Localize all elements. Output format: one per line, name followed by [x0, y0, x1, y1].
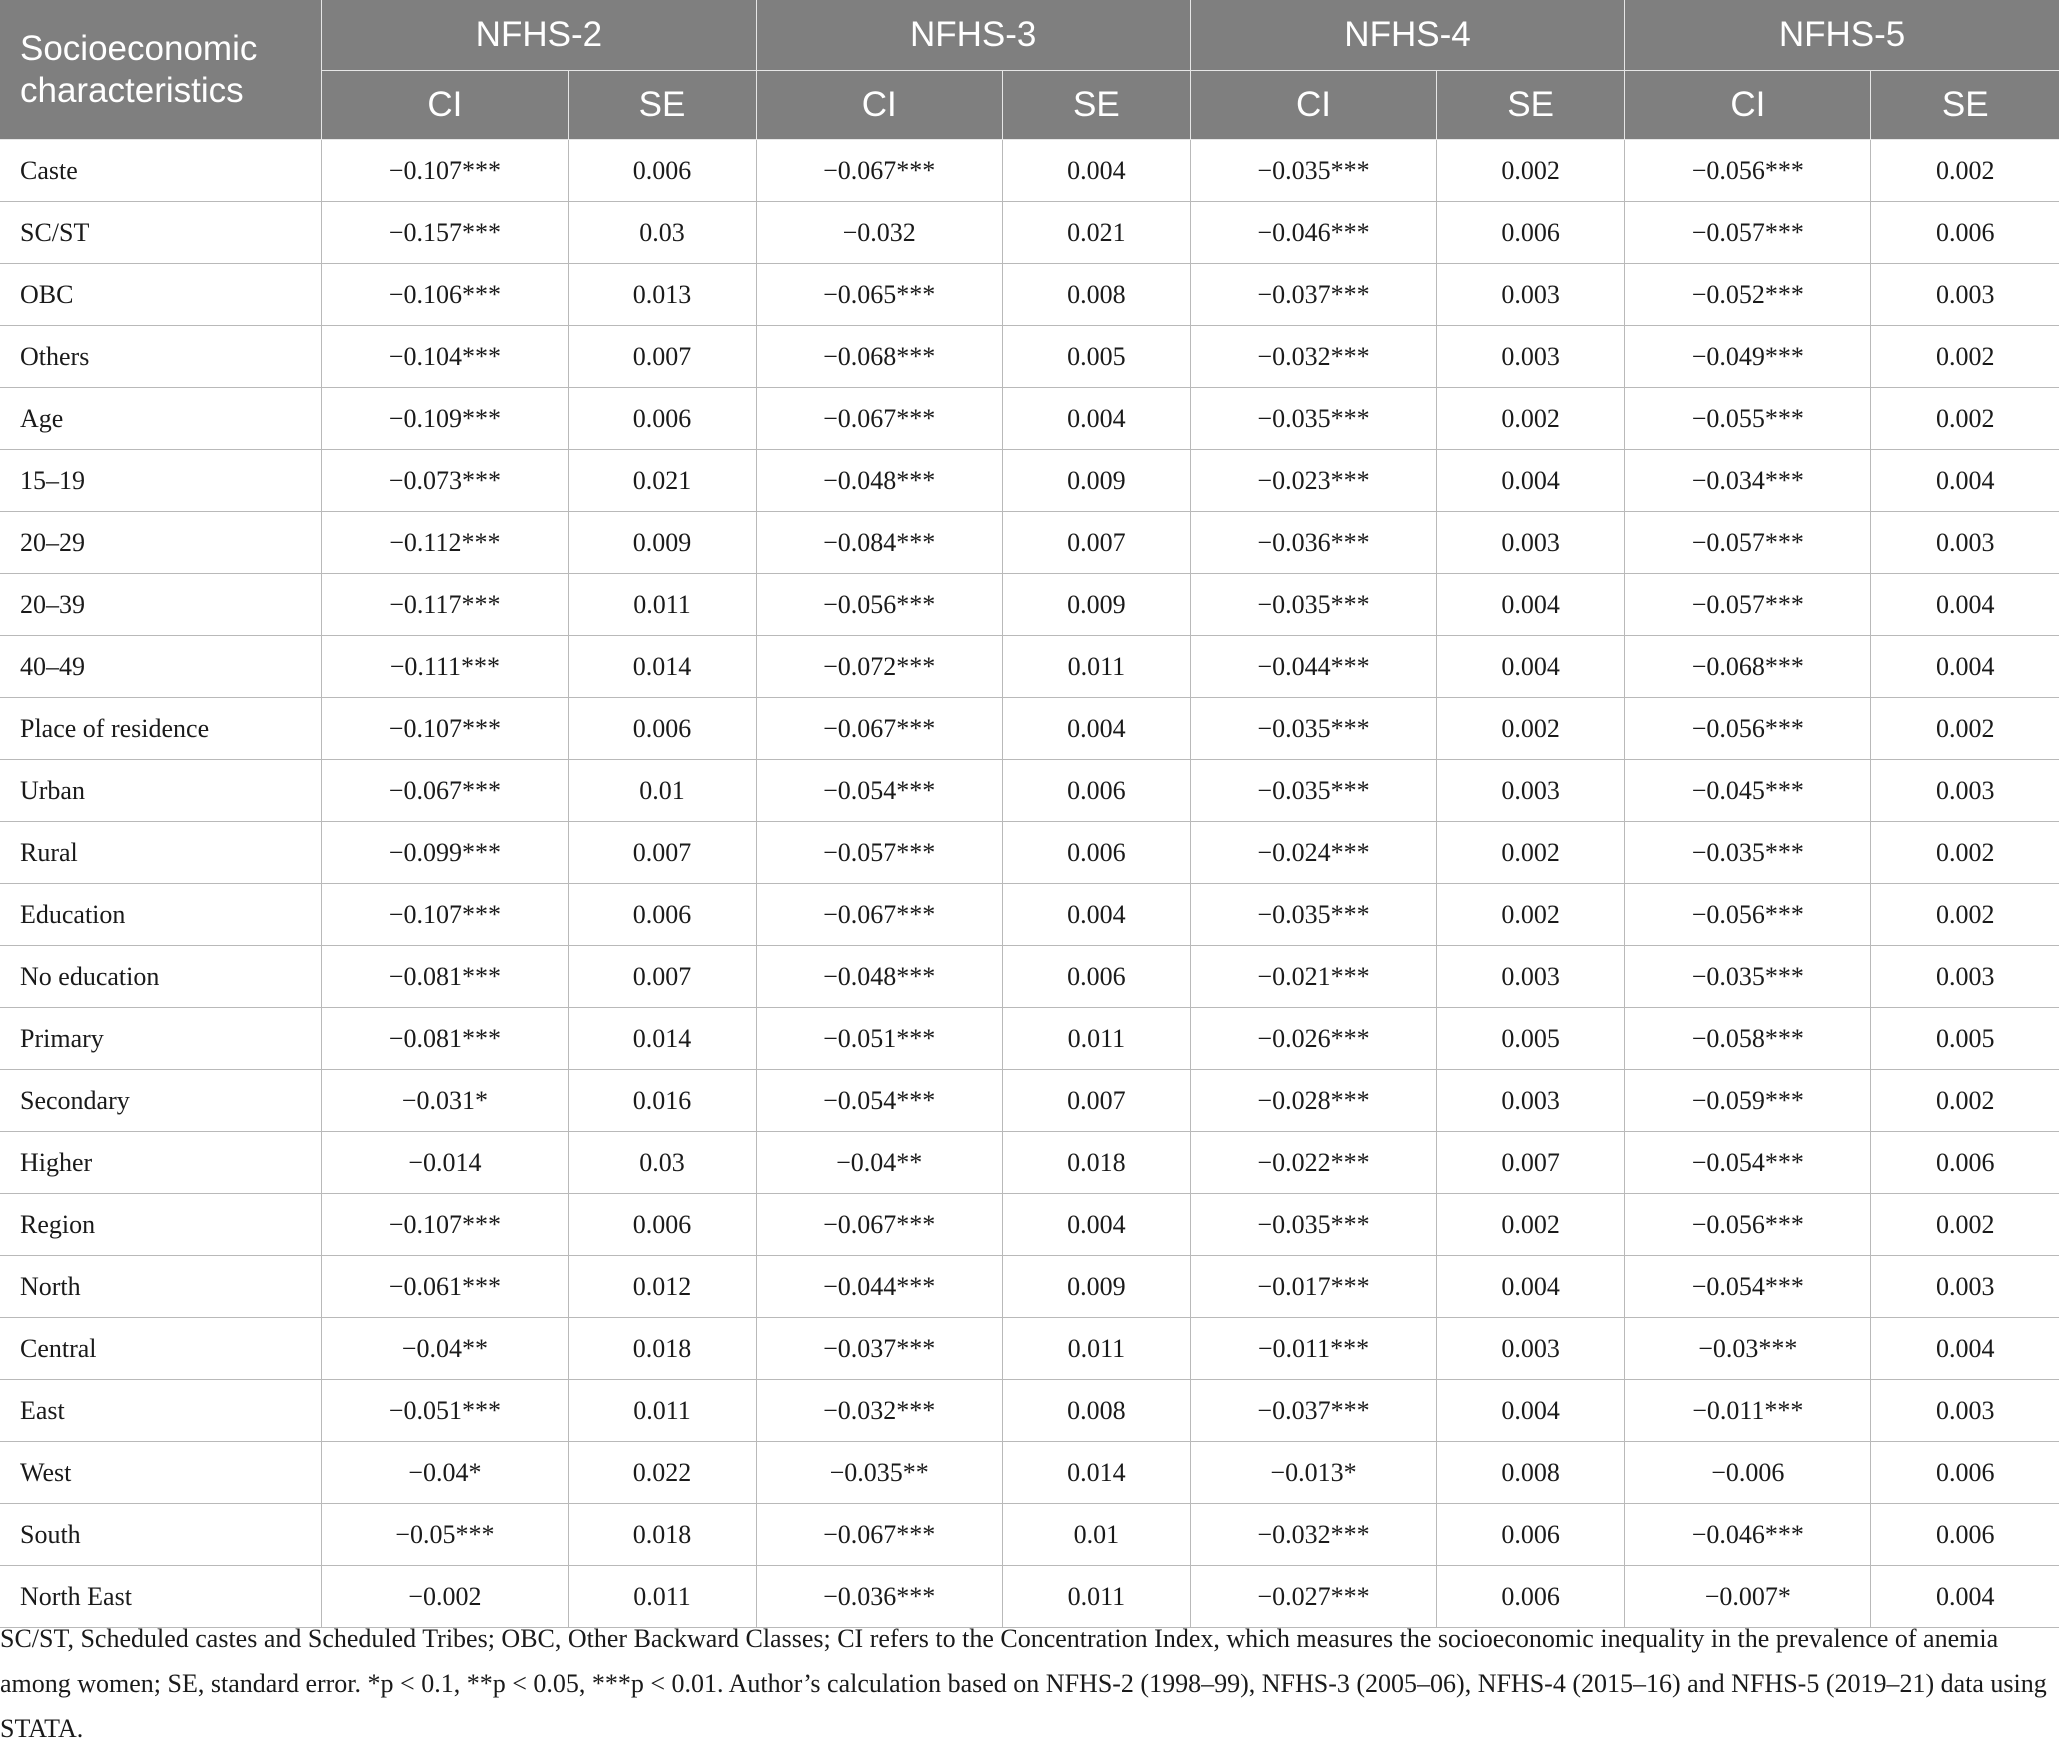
row-label: No education [0, 946, 322, 1008]
row-label: Caste [0, 140, 322, 202]
ci-cell: −0.054*** [756, 1070, 1002, 1132]
se-cell: 0.004 [1871, 1566, 2059, 1628]
se-cell: 0.003 [1437, 512, 1625, 574]
header-ci: CI [1190, 71, 1436, 140]
table-row [0, 822, 2059, 884]
row-label: Region [0, 1194, 322, 1256]
se-cell: 0.006 [568, 388, 756, 450]
ci-cell: −0.054*** [756, 760, 1002, 822]
ci-cell: −0.054*** [1625, 1256, 1871, 1318]
se-cell: 0.004 [1002, 1194, 1190, 1256]
ci-cell: −0.036*** [756, 1566, 1002, 1628]
header-se: SE [1871, 71, 2059, 140]
ci-cell: −0.065*** [756, 264, 1002, 326]
se-cell: 0.006 [1002, 946, 1190, 1008]
header-se: SE [568, 71, 756, 140]
se-cell: 0.004 [1437, 574, 1625, 636]
ci-cell: −0.067*** [756, 1504, 1002, 1566]
ci-cell: −0.056*** [756, 574, 1002, 636]
row-label: Urban [0, 760, 322, 822]
ci-cell: −0.031* [322, 1070, 568, 1132]
se-cell: 0.004 [1871, 1318, 2059, 1380]
ci-cell: −0.011*** [1625, 1380, 1871, 1442]
se-cell: 0.004 [1871, 636, 2059, 698]
se-cell: 0.006 [568, 698, 756, 760]
ci-cell: −0.024*** [1190, 822, 1436, 884]
row-label: SC/ST [0, 202, 322, 264]
header-survey: NFHS-4 [1190, 0, 1624, 71]
ci-cell: −0.057*** [756, 822, 1002, 884]
ci-cell: −0.007* [1625, 1566, 1871, 1628]
ci-cell: −0.035*** [1190, 884, 1436, 946]
ci-cell: −0.034*** [1625, 450, 1871, 512]
table-row [0, 1318, 2059, 1380]
header-ci: CI [756, 71, 1002, 140]
ci-cell: −0.035*** [1190, 760, 1436, 822]
se-cell: 0.004 [1002, 698, 1190, 760]
se-cell: 0.012 [568, 1256, 756, 1318]
ci-cell: −0.084*** [756, 512, 1002, 574]
ci-cell: −0.061*** [322, 1256, 568, 1318]
se-cell: 0.01 [568, 760, 756, 822]
ci-cell: −0.04* [322, 1442, 568, 1504]
row-label: South [0, 1504, 322, 1566]
se-cell: 0.021 [568, 450, 756, 512]
ci-cell: −0.055*** [1625, 388, 1871, 450]
ci-cell: −0.157*** [322, 202, 568, 264]
table-row [0, 1070, 2059, 1132]
ci-cell: −0.045*** [1625, 760, 1871, 822]
row-label: Age [0, 388, 322, 450]
se-cell: 0.003 [1871, 512, 2059, 574]
se-cell: 0.018 [568, 1318, 756, 1380]
se-cell: 0.003 [1437, 326, 1625, 388]
se-cell: 0.009 [1002, 574, 1190, 636]
ci-cell: −0.044*** [756, 1256, 1002, 1318]
ci-cell: −0.021*** [1190, 946, 1436, 1008]
se-cell: 0.022 [568, 1442, 756, 1504]
ci-cell: −0.028*** [1190, 1070, 1436, 1132]
ci-cell: −0.05*** [322, 1504, 568, 1566]
se-cell: 0.002 [1871, 388, 2059, 450]
se-cell: 0.008 [1437, 1442, 1625, 1504]
se-cell: 0.006 [1871, 202, 2059, 264]
header-ci: CI [322, 71, 568, 140]
ci-cell: −0.067*** [756, 1194, 1002, 1256]
se-cell: 0.01 [1002, 1504, 1190, 1566]
row-label: 40–49 [0, 636, 322, 698]
se-cell: 0.006 [1002, 760, 1190, 822]
ci-cell: −0.099*** [322, 822, 568, 884]
se-cell: 0.004 [1437, 1256, 1625, 1318]
se-cell: 0.002 [1437, 388, 1625, 450]
row-label: OBC [0, 264, 322, 326]
se-cell: 0.003 [1871, 264, 2059, 326]
se-cell: 0.002 [1871, 698, 2059, 760]
ci-cell: −0.022*** [1190, 1132, 1436, 1194]
se-cell: 0.002 [1871, 1194, 2059, 1256]
ci-cell: −0.067*** [756, 140, 1002, 202]
se-cell: 0.004 [1437, 636, 1625, 698]
ci-cell: −0.035*** [1190, 698, 1436, 760]
se-cell: 0.006 [568, 140, 756, 202]
se-cell: 0.006 [1437, 1566, 1625, 1628]
ci-cell: −0.056*** [1625, 140, 1871, 202]
ci-cell: −0.107*** [322, 884, 568, 946]
ci-cell: −0.035** [756, 1442, 1002, 1504]
se-cell: 0.005 [1437, 1008, 1625, 1070]
se-cell: 0.003 [1871, 1380, 2059, 1442]
se-cell: 0.007 [1002, 512, 1190, 574]
header-survey: NFHS-2 [322, 0, 756, 71]
row-label: Central [0, 1318, 322, 1380]
se-cell: 0.011 [568, 574, 756, 636]
se-cell: 0.002 [1871, 884, 2059, 946]
se-cell: 0.009 [568, 512, 756, 574]
table-row [0, 1442, 2059, 1504]
se-cell: 0.003 [1437, 264, 1625, 326]
ci-cell: −0.046*** [1190, 202, 1436, 264]
se-cell: 0.004 [1437, 450, 1625, 512]
ci-cell: −0.051*** [756, 1008, 1002, 1070]
ci-cell: −0.067*** [322, 760, 568, 822]
ci-cell: −0.107*** [322, 1194, 568, 1256]
table-row [0, 636, 2059, 698]
se-cell: 0.004 [1871, 450, 2059, 512]
ci-cell: −0.035*** [1190, 140, 1436, 202]
ci-cell: −0.04** [756, 1132, 1002, 1194]
se-cell: 0.002 [1437, 140, 1625, 202]
se-cell: 0.014 [568, 1008, 756, 1070]
table-row [0, 264, 2059, 326]
ci-cell: −0.035*** [1190, 1194, 1436, 1256]
ci-cell: −0.057*** [1625, 512, 1871, 574]
se-cell: 0.003 [1871, 1256, 2059, 1318]
se-cell: 0.008 [1002, 1380, 1190, 1442]
table-row [0, 946, 2059, 1008]
ci-cell: −0.011*** [1190, 1318, 1436, 1380]
ci-cell: −0.104*** [322, 326, 568, 388]
ci-cell: −0.04** [322, 1318, 568, 1380]
ci-cell: −0.068*** [1625, 636, 1871, 698]
ci-cell: −0.106*** [322, 264, 568, 326]
se-cell: 0.009 [1002, 450, 1190, 512]
table-row [0, 202, 2059, 264]
se-cell: 0.003 [1871, 760, 2059, 822]
ci-cell: −0.067*** [756, 884, 1002, 946]
se-cell: 0.007 [1002, 1070, 1190, 1132]
ci-cell: −0.056*** [1625, 1194, 1871, 1256]
se-cell: 0.006 [1871, 1504, 2059, 1566]
ci-cell: −0.081*** [322, 1008, 568, 1070]
se-cell: 0.006 [1871, 1442, 2059, 1504]
se-cell: 0.002 [1871, 326, 2059, 388]
row-label: Rural [0, 822, 322, 884]
ci-cell: −0.036*** [1190, 512, 1436, 574]
se-cell: 0.006 [1437, 202, 1625, 264]
se-cell: 0.011 [1002, 1318, 1190, 1380]
ci-cell: −0.046*** [1625, 1504, 1871, 1566]
ci-cell: −0.059*** [1625, 1070, 1871, 1132]
se-cell: 0.014 [1002, 1442, 1190, 1504]
se-cell: 0.018 [1002, 1132, 1190, 1194]
table-row [0, 1008, 2059, 1070]
table-row [0, 388, 2059, 450]
ci-cell: −0.051*** [322, 1380, 568, 1442]
row-label: 20–39 [0, 574, 322, 636]
table-row [0, 1504, 2059, 1566]
ci-cell: −0.035*** [1625, 946, 1871, 1008]
row-label: 20–29 [0, 512, 322, 574]
table-row [0, 450, 2059, 512]
table-row [0, 574, 2059, 636]
ci-cell: −0.027*** [1190, 1566, 1436, 1628]
ci-cell: −0.044*** [1190, 636, 1436, 698]
ci-cell: −0.037*** [1190, 264, 1436, 326]
ci-cell: −0.067*** [756, 388, 1002, 450]
ci-cell: −0.032 [756, 202, 1002, 264]
ci-cell: −0.068*** [756, 326, 1002, 388]
ci-cell: −0.056*** [1625, 698, 1871, 760]
ci-cell: −0.014 [322, 1132, 568, 1194]
header-ci: CI [1625, 71, 1871, 140]
ci-cell: −0.026*** [1190, 1008, 1436, 1070]
ci-cell: −0.048*** [756, 946, 1002, 1008]
ci-cell: −0.032*** [1190, 326, 1436, 388]
ci-cell: −0.002 [322, 1566, 568, 1628]
ci-cell: −0.056*** [1625, 884, 1871, 946]
ci-cell: −0.058*** [1625, 1008, 1871, 1070]
header-survey: NFHS-5 [1625, 0, 2059, 71]
se-cell: 0.003 [1437, 760, 1625, 822]
ci-cell: −0.032*** [756, 1380, 1002, 1442]
se-cell: 0.005 [1871, 1008, 2059, 1070]
ci-cell: −0.048*** [756, 450, 1002, 512]
header-label: Socioeconomic characteristics [0, 0, 322, 140]
table-row [0, 1256, 2059, 1318]
ci-cell: −0.035*** [1190, 574, 1436, 636]
se-cell: 0.011 [1002, 1008, 1190, 1070]
table-header [0, 0, 2059, 140]
ci-cell: −0.023*** [1190, 450, 1436, 512]
se-cell: 0.011 [1002, 1566, 1190, 1628]
se-cell: 0.007 [568, 326, 756, 388]
se-cell: 0.011 [568, 1566, 756, 1628]
ci-cell: −0.107*** [322, 698, 568, 760]
table-row [0, 1194, 2059, 1256]
se-cell: 0.008 [1002, 264, 1190, 326]
ci-cell: −0.073*** [322, 450, 568, 512]
se-cell: 0.006 [1437, 1504, 1625, 1566]
ci-cell: −0.013* [1190, 1442, 1436, 1504]
ci-cell: −0.111*** [322, 636, 568, 698]
ci-cell: −0.037*** [756, 1318, 1002, 1380]
se-cell: 0.003 [1437, 946, 1625, 1008]
se-cell: 0.005 [1002, 326, 1190, 388]
row-label: Primary [0, 1008, 322, 1070]
ci-cell: −0.112*** [322, 512, 568, 574]
ci-cell: −0.006 [1625, 1442, 1871, 1504]
ci-cell: −0.117*** [322, 574, 568, 636]
row-label: Others [0, 326, 322, 388]
row-label: Higher [0, 1132, 322, 1194]
se-cell: 0.007 [568, 946, 756, 1008]
table-row [0, 698, 2059, 760]
row-label: North East [0, 1566, 322, 1628]
row-label: East [0, 1380, 322, 1442]
se-cell: 0.03 [568, 1132, 756, 1194]
ci-cell: −0.109*** [322, 388, 568, 450]
se-cell: 0.004 [1002, 140, 1190, 202]
table-row [0, 760, 2059, 822]
se-cell: 0.007 [1437, 1132, 1625, 1194]
ci-cell: −0.03*** [1625, 1318, 1871, 1380]
se-cell: 0.021 [1002, 202, 1190, 264]
row-label: Place of residence [0, 698, 322, 760]
se-cell: 0.011 [568, 1380, 756, 1442]
se-cell: 0.002 [1437, 822, 1625, 884]
ci-cell: −0.072*** [756, 636, 1002, 698]
ci-cell: −0.107*** [322, 140, 568, 202]
se-cell: 0.003 [1437, 1070, 1625, 1132]
table-row [0, 1380, 2059, 1442]
se-cell: 0.004 [1437, 1380, 1625, 1442]
ci-cell: −0.035*** [1625, 822, 1871, 884]
se-cell: 0.006 [1002, 822, 1190, 884]
se-cell: 0.002 [1437, 698, 1625, 760]
table-footnote: SC/ST, Scheduled castes and Scheduled Tribes; OBC, Other Backward Classes; CI refers to the Concentration Index, which measures the socioeconomic inequality in the prevalence of anemia among women; SE, standard error. *p < 0.1, **p < 0.05, ***p < 0.01. Author’s calculation based on NFHS-2 (1998–99), NFHS-3 (2005–06), NFHS-4 (2015–16) and NFHS-5 (2019–21) data using STATA. [0, 1624, 2047, 1743]
row-label: North [0, 1256, 322, 1318]
se-cell: 0.003 [1871, 946, 2059, 1008]
se-cell: 0.003 [1437, 1318, 1625, 1380]
ci-cell: −0.032*** [1190, 1504, 1436, 1566]
se-cell: 0.016 [568, 1070, 756, 1132]
se-cell: 0.011 [1002, 636, 1190, 698]
ci-cell: −0.017*** [1190, 1256, 1436, 1318]
se-cell: 0.002 [1437, 1194, 1625, 1256]
se-cell: 0.009 [1002, 1256, 1190, 1318]
se-cell: 0.013 [568, 264, 756, 326]
row-label: Secondary [0, 1070, 322, 1132]
row-label: 15–19 [0, 450, 322, 512]
table-row [0, 884, 2059, 946]
header-row-surveys [0, 0, 2059, 71]
se-cell: 0.004 [1871, 574, 2059, 636]
se-cell: 0.006 [1871, 1132, 2059, 1194]
se-cell: 0.006 [568, 1194, 756, 1256]
se-cell: 0.018 [568, 1504, 756, 1566]
header-survey: NFHS-3 [756, 0, 1190, 71]
ci-cell: −0.054*** [1625, 1132, 1871, 1194]
ci-cell: −0.081*** [322, 946, 568, 1008]
se-cell: 0.004 [1002, 884, 1190, 946]
se-cell: 0.002 [1437, 884, 1625, 946]
row-label: Education [0, 884, 322, 946]
se-cell: 0.004 [1002, 388, 1190, 450]
header-se: SE [1437, 71, 1625, 140]
se-cell: 0.014 [568, 636, 756, 698]
se-cell: 0.007 [568, 822, 756, 884]
ci-cell: −0.049*** [1625, 326, 1871, 388]
se-cell: 0.002 [1871, 140, 2059, 202]
ci-cell: −0.052*** [1625, 264, 1871, 326]
se-cell: 0.002 [1871, 822, 2059, 884]
ci-cell: −0.057*** [1625, 574, 1871, 636]
row-label: West [0, 1442, 322, 1504]
table-row [0, 1132, 2059, 1194]
ci-cell: −0.035*** [1190, 388, 1436, 450]
ci-cell: −0.037*** [1190, 1380, 1436, 1442]
table-row [0, 140, 2059, 202]
table-body [0, 140, 2059, 1628]
ci-cell: −0.067*** [756, 698, 1002, 760]
header-se: SE [1002, 71, 1190, 140]
se-cell: 0.006 [568, 884, 756, 946]
ci-cell: −0.057*** [1625, 202, 1871, 264]
se-cell: 0.002 [1871, 1070, 2059, 1132]
table-row [0, 326, 2059, 388]
se-cell: 0.03 [568, 202, 756, 264]
table-row [0, 512, 2059, 574]
